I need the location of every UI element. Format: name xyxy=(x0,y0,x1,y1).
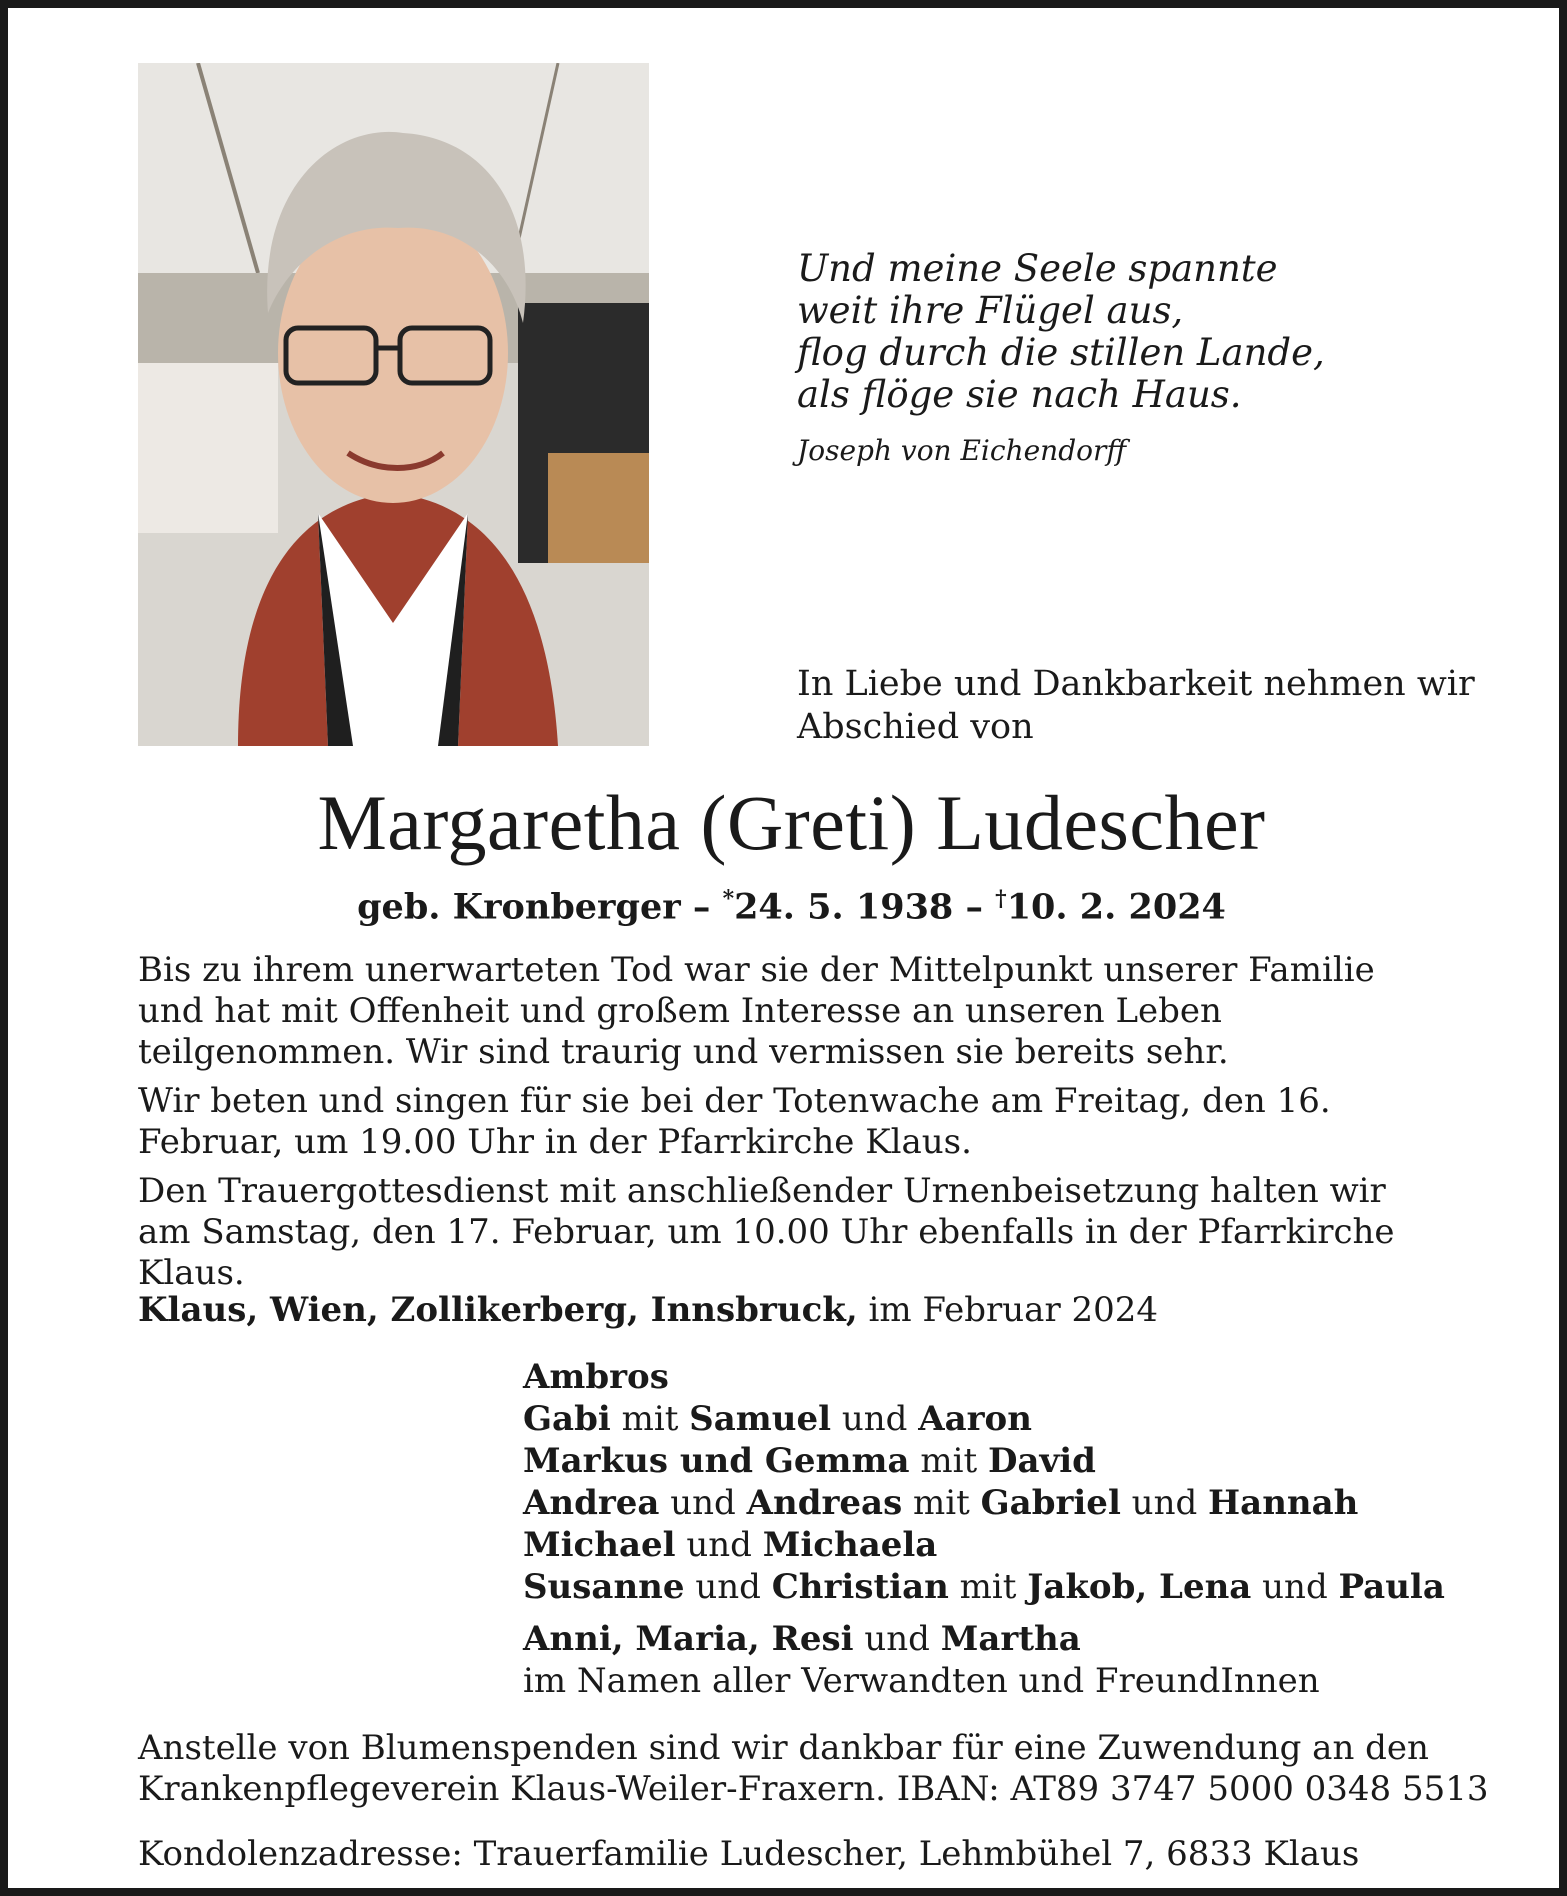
connector: und xyxy=(670,1483,736,1523)
family-name: Gabriel xyxy=(980,1483,1121,1523)
connector: und xyxy=(1131,1483,1198,1523)
intro-line-2: Abschied von xyxy=(797,707,1034,747)
connector: mit xyxy=(959,1567,1017,1607)
maiden-name: geb. Kronberger xyxy=(357,886,681,928)
family-name: Andrea xyxy=(523,1483,660,1523)
family-name: Anni, Maria, Resi xyxy=(523,1619,854,1659)
birth-date: 24. 5. 1938 xyxy=(734,886,954,928)
family-name: Markus und Gemma xyxy=(523,1441,910,1481)
family-name: Paula xyxy=(1338,1567,1445,1607)
connector: und xyxy=(864,1619,930,1659)
condolence-address: Kondolenzadresse: Trauerfamilie Ludescher, Lehmbühel 7, 6833 Klaus xyxy=(138,1834,1360,1874)
family-name: Gabi xyxy=(523,1399,611,1439)
place-date: im Februar 2024 xyxy=(868,1290,1159,1330)
poem-line: Und meine Seele spannte xyxy=(797,247,1278,290)
body-paragraph: Wir beten und singen für sie bei der Totenwache am Freitag, den 16. Februar, um 19.00 Uhr in der Pfarrkirche Klaus. xyxy=(138,1081,1331,1162)
birth-star-icon: * xyxy=(722,886,735,912)
family-closing: im Namen aller Verwandten und FreundInnen xyxy=(523,1661,1320,1701)
family-row xyxy=(523,1482,1445,1524)
family-signatures xyxy=(523,1356,1445,1702)
family-name: Andreas xyxy=(746,1483,903,1523)
life-dates xyxy=(8,886,1567,928)
poem-line: flog durch die stillen Lande, xyxy=(797,331,1325,374)
family-name: Michaela xyxy=(762,1525,938,1565)
family-name: Martha xyxy=(940,1619,1081,1659)
obituary-body xyxy=(138,950,1448,1302)
intro-line-1: In Liebe und Dankbarkeit nehmen wir xyxy=(797,664,1475,704)
family-name: Samuel xyxy=(689,1399,831,1439)
farewell-intro xyxy=(797,663,1497,749)
family-name: David xyxy=(987,1441,1096,1481)
family-name: Aaron xyxy=(918,1399,1032,1439)
place-date-line xyxy=(138,1290,1158,1330)
death-cross-icon: † xyxy=(995,886,1007,912)
portrait-illustration xyxy=(138,63,649,746)
date-separator: – xyxy=(692,886,711,928)
connector: und xyxy=(841,1399,908,1439)
deceased-name: Margaretha (Greti) Ludescher xyxy=(317,779,1266,866)
family-name: Susanne xyxy=(523,1567,685,1607)
poem-line: weit ihre Flügel aus, xyxy=(797,289,1184,332)
poem-line: als flöge sie nach Haus. xyxy=(797,373,1242,416)
family-name: Michael xyxy=(523,1525,676,1565)
family-name: Jakob, Lena xyxy=(1027,1567,1252,1607)
connector: und xyxy=(686,1525,752,1565)
donation-note xyxy=(138,1728,1489,1810)
donation-line-1: Anstelle von Blumenspenden sind wir dankbar für eine Zuwendung an den xyxy=(138,1728,1429,1768)
connector: und xyxy=(1262,1567,1328,1607)
family-row xyxy=(523,1398,1445,1440)
donation-line-2: Krankenpflegeverein Klaus-Weiler-Fraxern. IBAN: AT89 3747 5000 0348 5513 xyxy=(138,1769,1489,1809)
connector: mit xyxy=(621,1399,679,1439)
family-row xyxy=(523,1566,1445,1608)
body-paragraph: Den Trauergottesdienst mit anschließender Urnenbeisetzung halten wir am Samstag, den 17. Februar, um 10.00 Uhr ebenfalls in der Pfarrkirche Klaus. xyxy=(138,1171,1395,1293)
family-row xyxy=(523,1440,1445,1482)
family-row xyxy=(523,1618,1445,1660)
poem-author: Joseph von Eichendorff xyxy=(797,434,1127,467)
places-list: Klaus, Wien, Zollikerberg, Innsbruck, xyxy=(138,1290,858,1330)
body-paragraph: Bis zu ihrem unerwarteten Tod war sie der Mittelpunkt unserer Familie und hat mit Offenheit und großem Interesse an unseren Leben teilgenommen. Wir sind traurig und vermissen sie bereits sehr. xyxy=(138,950,1375,1072)
family-name: Hannah xyxy=(1208,1483,1359,1523)
family-row xyxy=(523,1524,1445,1566)
portrait-photo xyxy=(138,63,649,746)
family-row xyxy=(523,1356,1445,1398)
family-name: Ambros xyxy=(523,1357,669,1397)
connector: mit xyxy=(920,1441,978,1481)
poem-quote xyxy=(797,248,1497,472)
death-date: 10. 2. 2024 xyxy=(1006,886,1226,928)
date-separator: – xyxy=(965,886,983,928)
connector: und xyxy=(695,1567,761,1607)
family-name: Christian xyxy=(771,1567,949,1607)
connector: mit xyxy=(913,1483,970,1523)
